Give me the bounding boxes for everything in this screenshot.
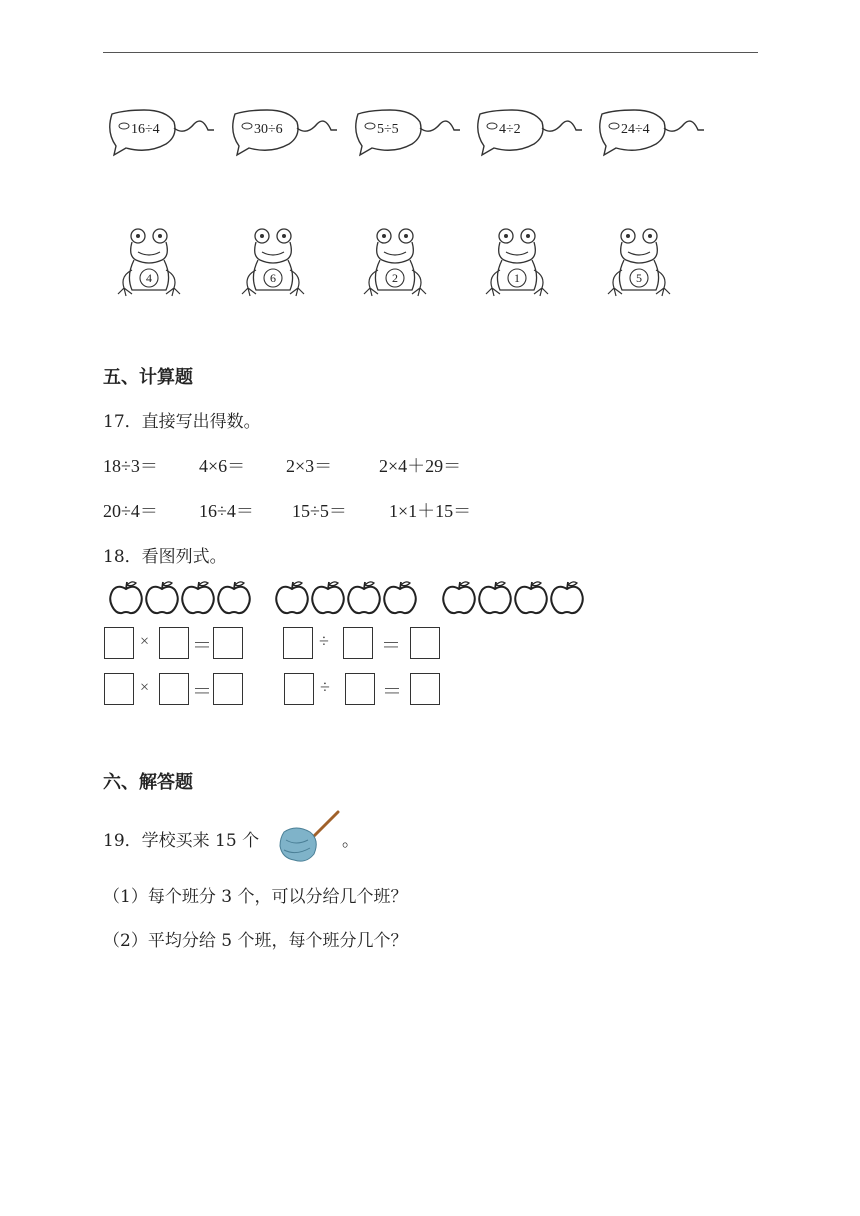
answer-box[interactable] — [283, 627, 313, 659]
tadpole-expression: 5÷5 — [377, 122, 399, 137]
frog-number: 4 — [146, 271, 152, 285]
apple-icon — [441, 580, 477, 616]
tadpole-shape — [594, 106, 706, 158]
equals-sign: ＝ — [192, 635, 212, 657]
frog-card — [604, 226, 674, 300]
tadpole-shape — [472, 106, 584, 158]
frog-shape — [238, 226, 308, 300]
calc-item: 18÷3＝ — [103, 456, 158, 476]
calc-item: 2×3＝ — [286, 456, 333, 476]
frog-card — [114, 226, 184, 300]
apple-icon — [180, 580, 216, 616]
tadpole-expression: 16÷4 — [131, 122, 160, 137]
answer-box[interactable] — [213, 627, 243, 659]
frog-shape — [482, 226, 552, 300]
divide-sign: ÷ — [320, 677, 330, 697]
answer-box[interactable] — [410, 673, 440, 705]
apple-icon — [549, 580, 585, 616]
tadpole-card — [472, 106, 584, 158]
q19-part2: （2）平均分给 5 个班，每个班分几个？ — [103, 931, 408, 951]
apple-icon — [382, 580, 418, 616]
calc-item: 4×6＝ — [199, 456, 246, 476]
times-sign: × — [140, 633, 150, 650]
apple-icon — [477, 580, 513, 616]
frog-number: 6 — [270, 271, 276, 285]
answer-box[interactable] — [410, 627, 440, 659]
calc-item: 2×4＋29＝ — [379, 456, 462, 476]
frog-shape — [360, 226, 430, 300]
frog-number: 2 — [392, 271, 398, 285]
frog-card — [238, 226, 308, 300]
answer-box[interactable] — [104, 627, 134, 659]
answer-box[interactable] — [343, 627, 373, 659]
tadpole-expression: 30÷6 — [254, 122, 283, 137]
calc-item: 15÷5＝ — [292, 501, 347, 521]
equals-sign: ＝ — [382, 681, 402, 703]
q18-label: 18．看图列式。 — [103, 547, 227, 567]
answer-box[interactable] — [159, 673, 189, 705]
answer-box[interactable] — [159, 627, 189, 659]
header-rule — [103, 52, 758, 53]
q19-period: 。 — [342, 831, 359, 851]
tadpole-expression: 4÷2 — [499, 122, 521, 137]
tadpole-card — [350, 106, 462, 158]
answer-box[interactable] — [213, 673, 243, 705]
frog-card — [360, 226, 430, 300]
frog-shape — [114, 226, 184, 300]
answer-box[interactable] — [345, 673, 375, 705]
frog-shape — [604, 226, 674, 300]
frog-card — [482, 226, 552, 300]
equals-sign: ＝ — [192, 681, 212, 703]
q19-label: 19．学校买来 15 个 — [103, 831, 260, 851]
tadpole-card — [227, 106, 339, 158]
tadpole-shape — [227, 106, 339, 158]
apple-icon — [274, 580, 310, 616]
tadpole-shape — [104, 106, 216, 158]
q17-label: 17．直接写出得数。 — [103, 412, 261, 432]
apple-icon — [310, 580, 346, 616]
mop-icon — [276, 810, 342, 866]
frog-number: 1 — [514, 271, 520, 285]
times-sign: × — [140, 679, 150, 696]
answer-box[interactable] — [104, 673, 134, 705]
divide-sign: ÷ — [319, 631, 329, 651]
frog-number: 5 — [636, 271, 642, 285]
apple-icon — [513, 580, 549, 616]
section-5-title: 五、计算题 — [103, 367, 193, 388]
calc-item: 1×1＋15＝ — [389, 501, 472, 521]
q19-part1: （1）每个班分 3 个，可以分给几个班？ — [103, 887, 408, 907]
apple-icon — [216, 580, 252, 616]
calc-item: 16÷4＝ — [199, 501, 254, 521]
calc-item: 20÷4＝ — [103, 501, 158, 521]
apple-icon — [108, 580, 144, 616]
section-6-title: 六、解答题 — [103, 772, 193, 793]
answer-box[interactable] — [284, 673, 314, 705]
apple-icon — [346, 580, 382, 616]
tadpole-card — [594, 106, 706, 158]
equals-sign: ＝ — [381, 635, 401, 657]
tadpole-expression: 24÷4 — [621, 122, 650, 137]
apple-icon — [144, 580, 180, 616]
tadpole-card — [104, 106, 216, 158]
tadpole-shape — [350, 106, 462, 158]
